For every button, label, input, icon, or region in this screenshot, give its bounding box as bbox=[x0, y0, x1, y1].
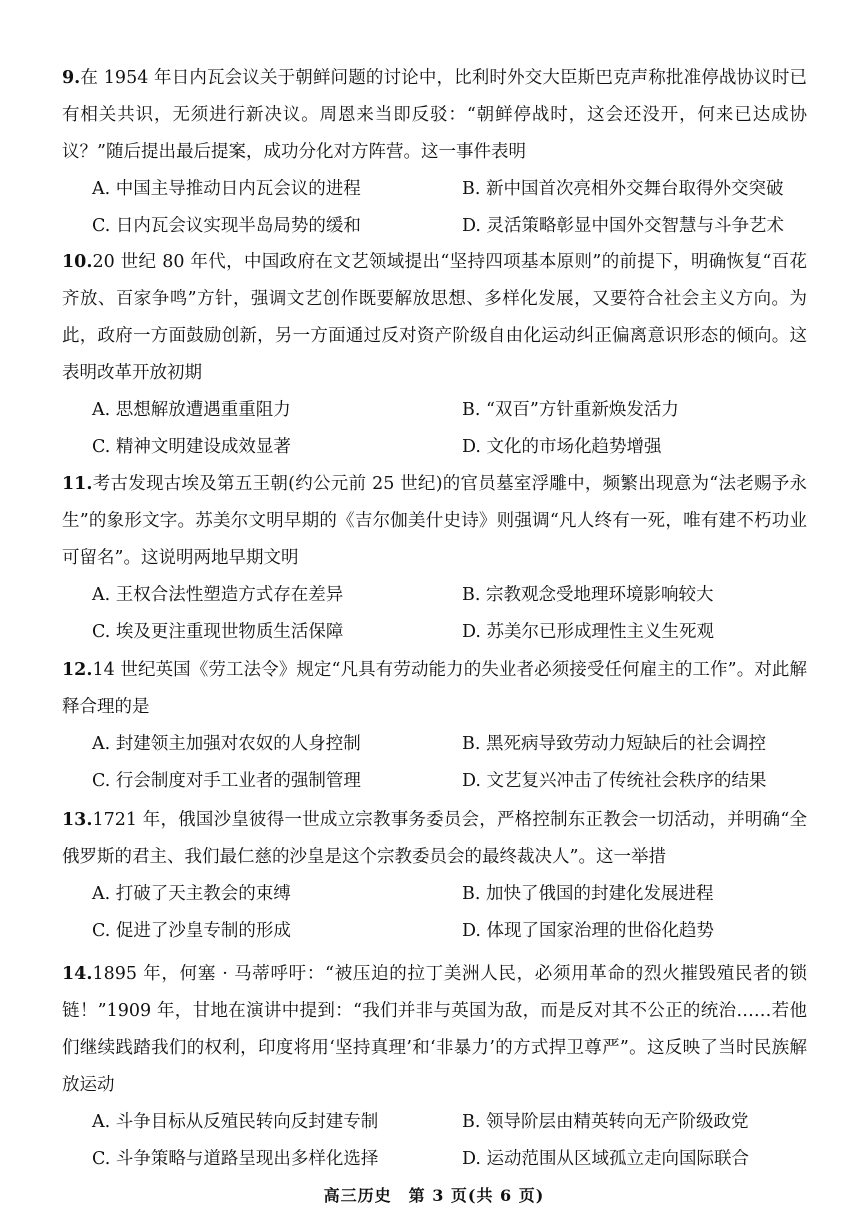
question-stem bbox=[62, 956, 807, 1104]
question-13 bbox=[62, 802, 807, 950]
option-b: B. 新中国首次亮相外交舞台取得外交突破 bbox=[462, 179, 784, 199]
options-grid bbox=[62, 577, 807, 651]
question-text: 14 世纪英国《劳工法令》规定“凡具有劳动能力的失业者必须接受任何雇主的工作”。对此解释合理的是 bbox=[62, 660, 807, 717]
question-9 bbox=[62, 60, 807, 245]
option-b: B. 领导阶层由精英转向无产阶级政党 bbox=[462, 1112, 749, 1132]
option-c: C. 精神文明建设成效显著 bbox=[92, 437, 291, 457]
page-footer: 高三历史 第 3 页(共 6 页) bbox=[323, 1186, 545, 1205]
option-c: C. 促进了沙皇专制的形成 bbox=[92, 921, 291, 941]
question-stem bbox=[62, 244, 807, 392]
question-number: 10. bbox=[62, 252, 93, 272]
question-text: 1895 年，何塞 · 马蒂呼吁：“被压迫的拉丁美洲人民，必须用革命的烈火摧毁殖民者的锁链！”1909 年，甘地在演讲中提到：“我们并非与英国为敌，而是反对其不公正的统治……若他们继续践踏我们的权利，印度将用‘坚持真理’和‘非暴力’的方式捍卫尊严”。这反映了当时民族解放运动 bbox=[62, 964, 807, 1095]
option-c: C. 日内瓦会议实现半岛局势的缓和 bbox=[92, 216, 361, 236]
options-grid bbox=[62, 876, 807, 950]
option-a: A. 打破了天主教会的束缚 bbox=[92, 884, 291, 904]
option-a: A. 王权合法性塑造方式存在差异 bbox=[92, 585, 344, 605]
option-c: C. 行会制度对手工业者的强制管理 bbox=[92, 771, 361, 791]
question-stem bbox=[62, 60, 807, 171]
option-a: A. 封建领主加强对农奴的人身控制 bbox=[92, 734, 361, 754]
question-text: 在 1954 年日内瓦会议关于朝鲜问题的讨论中，比利时外交大臣斯巴克声称批准停战协议时已有相关共识，无须进行新决议。周恩来当即反驳：“朝鲜停战时，这会还没开，何来已达成协议？”随后提出最后提案，成功分化对方阵营。这一事件表明 bbox=[62, 68, 807, 162]
option-b: B. 加快了俄国的封建化发展进程 bbox=[462, 884, 714, 904]
question-text: 1721 年，俄国沙皇彼得一世成立宗教事务委员会，严格控制东正教会一切活动，并明确“全俄罗斯的君主、我们最仁慈的沙皇是这个宗教委员会的最终裁决人”。这一举措 bbox=[62, 810, 807, 867]
option-b: B. “双百”方针重新焕发活力 bbox=[462, 400, 679, 420]
option-b: B. 宗教观念受地理环境影响较大 bbox=[462, 585, 714, 605]
option-d: D. 灵活策略彰显中国外交智慧与斗争艺术 bbox=[462, 216, 785, 236]
option-c: C. 埃及更注重现世物质生活保障 bbox=[92, 622, 344, 642]
option-d: D. 文化的市场化趋势增强 bbox=[462, 437, 662, 457]
question-11 bbox=[62, 466, 807, 651]
question-14 bbox=[62, 956, 807, 1178]
question-text: 20 世纪 80 年代，中国政府在文艺领域提出“坚持四项基本原则”的前提下，明确恢复“百花齐放、百家争鸣”方针，强调文艺创作既要解放思想、多样化发展，又要符合社会主义方向。为此，政府一方面鼓励创新，另一方面通过反对资产阶级自由化运动纠正偏离意识形态的倾向。这表明改革开放初期 bbox=[62, 252, 807, 383]
question-number: 11. bbox=[62, 474, 93, 494]
option-d: D. 运动范围从区域孤立走向国际联合 bbox=[462, 1149, 750, 1169]
options-grid bbox=[62, 1104, 807, 1178]
question-stem bbox=[62, 652, 807, 726]
option-b: B. 黑死病导致劳动力短缺后的社会调控 bbox=[462, 734, 766, 754]
options-grid bbox=[62, 392, 807, 466]
option-c: C. 斗争策略与道路呈现出多样化选择 bbox=[92, 1149, 379, 1169]
question-10 bbox=[62, 244, 807, 466]
question-stem bbox=[62, 466, 807, 577]
question-text: 考古发现古埃及第五王朝(约公元前 25 世纪)的官员墓室浮雕中，频繁出现意为“法老赐予永生”的象形文字。苏美尔文明早期的《吉尔伽美什史诗》则强调“凡人终有一死，唯有建不朽功业可留名”。这说明两地早期文明 bbox=[62, 474, 807, 568]
option-a: A. 思想解放遭遇重重阻力 bbox=[92, 400, 291, 420]
option-d: D. 文艺复兴冲击了传统社会秩序的结果 bbox=[462, 771, 767, 791]
option-d: D. 体现了国家治理的世俗化趋势 bbox=[462, 921, 715, 941]
question-number: 9. bbox=[62, 68, 81, 88]
options-grid bbox=[62, 726, 807, 800]
option-d: D. 苏美尔已形成理性主义生死观 bbox=[462, 622, 715, 642]
options-grid bbox=[62, 171, 807, 245]
question-number: 13. bbox=[62, 810, 93, 830]
question-12 bbox=[62, 652, 807, 800]
question-number: 12. bbox=[62, 660, 93, 680]
option-a: A. 中国主导推动日内瓦会议的进程 bbox=[92, 179, 361, 199]
question-stem bbox=[62, 802, 807, 876]
question-number: 14. bbox=[62, 964, 93, 984]
option-a: A. 斗争目标从反殖民转向反封建专制 bbox=[92, 1112, 379, 1132]
